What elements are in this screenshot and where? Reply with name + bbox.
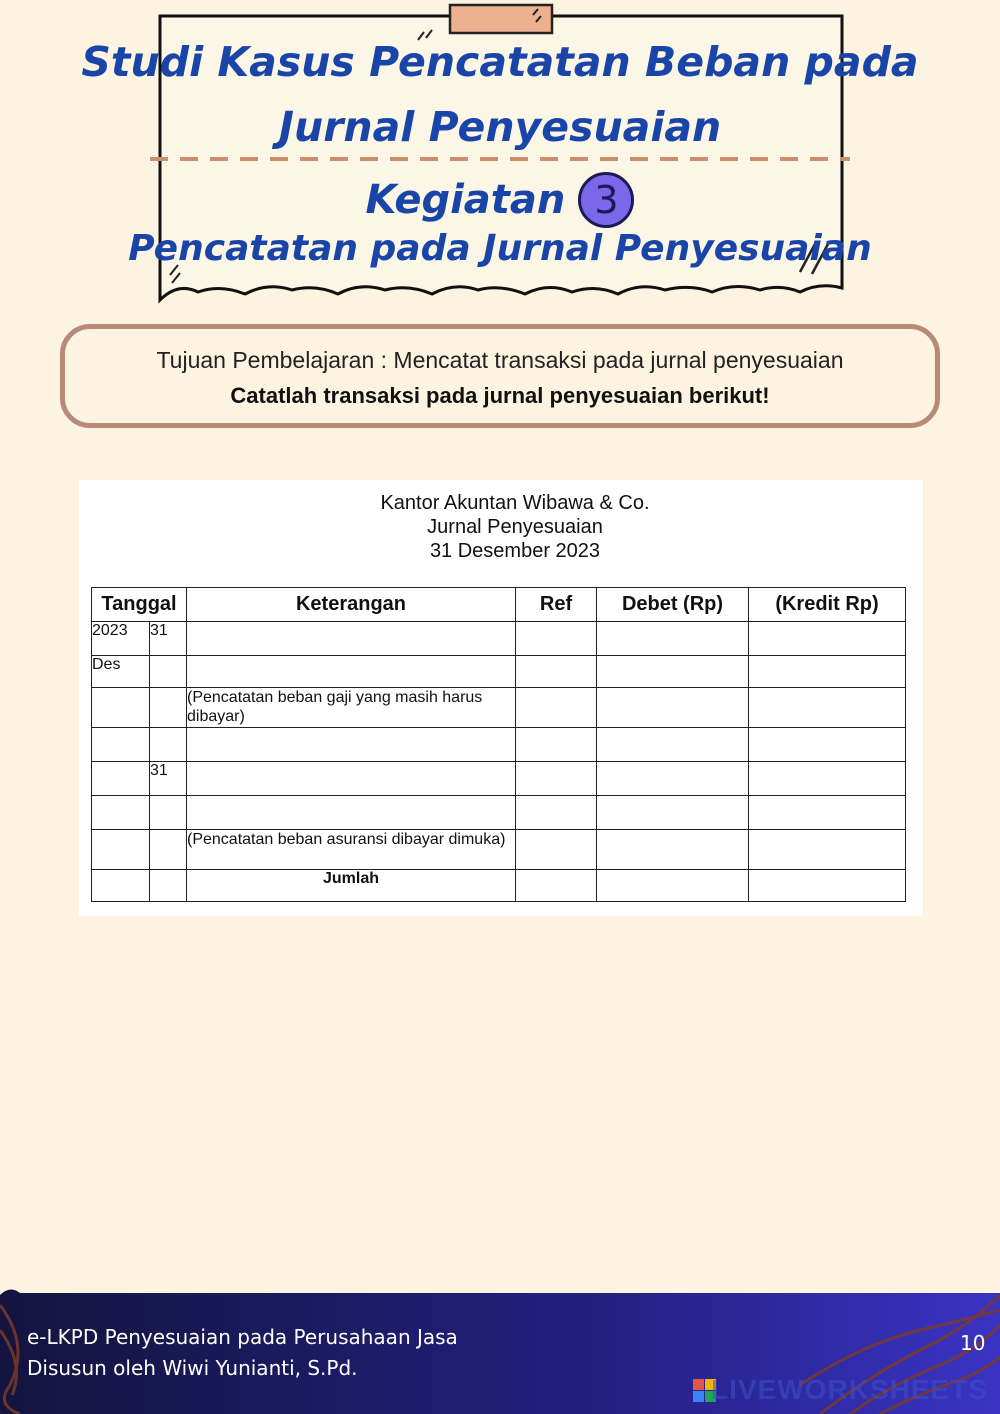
col-header-tanggal: Tanggal <box>92 588 187 622</box>
col-header-ref: Ref <box>516 588 597 622</box>
cell-description: (Pencatatan beban asuransi dibayar dimuka) <box>187 830 516 870</box>
cell-empty <box>92 762 150 796</box>
kredit-input[interactable] <box>749 728 906 762</box>
cell-empty <box>150 728 187 762</box>
debet-input[interactable] <box>597 688 749 728</box>
ref-input[interactable] <box>516 830 597 870</box>
keterangan-input[interactable] <box>187 728 516 762</box>
ref-input[interactable] <box>516 762 597 796</box>
table-row <box>92 762 906 796</box>
col-header-debet: Debet (Rp) <box>597 588 749 622</box>
cell-empty <box>92 870 150 902</box>
debet-input[interactable] <box>597 728 749 762</box>
journal-table <box>91 587 906 902</box>
cell-empty <box>150 870 187 902</box>
kredit-input[interactable] <box>749 656 906 688</box>
table-row <box>92 728 906 762</box>
kredit-input[interactable] <box>749 796 906 830</box>
cell-month: Des <box>92 656 150 688</box>
cell-day: 31 <box>150 622 187 656</box>
footer-line-1: e-LKPD Penyesuaian pada Perusahaan Jasa <box>27 1325 458 1349</box>
kegiatan-number-badge <box>578 172 634 228</box>
kredit-input[interactable] <box>749 830 906 870</box>
cell-year: 2023 <box>92 622 150 656</box>
kegiatan-label: Kegiatan <box>365 177 566 223</box>
ref-input[interactable] <box>516 870 597 902</box>
journal-title: Jurnal Penyesuaian <box>427 516 603 538</box>
table-row <box>92 796 906 830</box>
debet-input[interactable] <box>597 830 749 870</box>
journal-date: 31 Desember 2023 <box>429 540 601 562</box>
keterangan-input[interactable] <box>187 622 516 656</box>
title-line-2: Jurnal Penyesuaian <box>278 103 722 151</box>
cell-empty <box>150 656 187 688</box>
ref-input[interactable] <box>516 656 597 688</box>
keterangan-input[interactable] <box>187 796 516 830</box>
table-row <box>92 688 906 728</box>
ref-input[interactable] <box>516 622 597 656</box>
kredit-total-input[interactable] <box>749 870 906 902</box>
table-total-row <box>92 870 906 902</box>
cell-empty <box>150 688 187 728</box>
cell-empty <box>150 830 187 870</box>
cell-empty <box>150 796 187 830</box>
debet-input[interactable] <box>597 656 749 688</box>
cell-day: 31 <box>150 762 187 796</box>
journal-company: Kantor Akuntan Wibawa & Co. <box>380 492 650 514</box>
ref-input[interactable] <box>516 728 597 762</box>
cell-description: (Pencatatan beban gaji yang masih harus dibayar) <box>187 688 516 728</box>
col-header-keterangan: Keterangan <box>187 588 516 622</box>
table-row <box>92 830 906 870</box>
debet-input[interactable] <box>597 762 749 796</box>
cell-empty <box>92 688 150 728</box>
ref-input[interactable] <box>516 688 597 728</box>
keterangan-input[interactable] <box>187 762 516 796</box>
title-line-1: Studi Kasus Pencatatan Beban pada <box>81 38 919 86</box>
header-card <box>0 0 1000 320</box>
debet-total-input[interactable] <box>597 870 749 902</box>
kegiatan-heading <box>0 172 1000 228</box>
kredit-input[interactable] <box>749 762 906 796</box>
cell-empty <box>92 830 150 870</box>
cell-empty <box>92 796 150 830</box>
watermark: LIVEWORKSHEETS <box>711 1374 988 1405</box>
debet-input[interactable] <box>597 796 749 830</box>
ref-input[interactable] <box>516 796 597 830</box>
page-number: 10 <box>960 1331 986 1355</box>
kredit-input[interactable] <box>749 688 906 728</box>
col-header-kredit: (Kredit Rp) <box>749 588 906 622</box>
instruction-text: Catatlah transaksi pada jurnal penyesuaian berikut! <box>230 383 770 408</box>
kegiatan-number: 3 <box>594 178 619 222</box>
table-row <box>92 622 906 656</box>
total-label: Jumlah <box>187 870 516 902</box>
subtitle: Pencatatan pada Jurnal Penyesuaian <box>128 228 872 269</box>
debet-input[interactable] <box>597 622 749 656</box>
cell-empty <box>92 728 150 762</box>
keterangan-input[interactable] <box>187 656 516 688</box>
table-row <box>92 656 906 688</box>
table-header-row <box>92 588 906 622</box>
learning-objective-text: Tujuan Pembelajaran : Mencatat transaksi pada jurnal penyesuaian <box>156 347 844 373</box>
footer-line-2: Disusun oleh Wiwi Yunianti, S.Pd. <box>27 1356 358 1380</box>
learning-objective-box <box>60 324 940 428</box>
kredit-input[interactable] <box>749 622 906 656</box>
journal-panel <box>79 480 923 916</box>
